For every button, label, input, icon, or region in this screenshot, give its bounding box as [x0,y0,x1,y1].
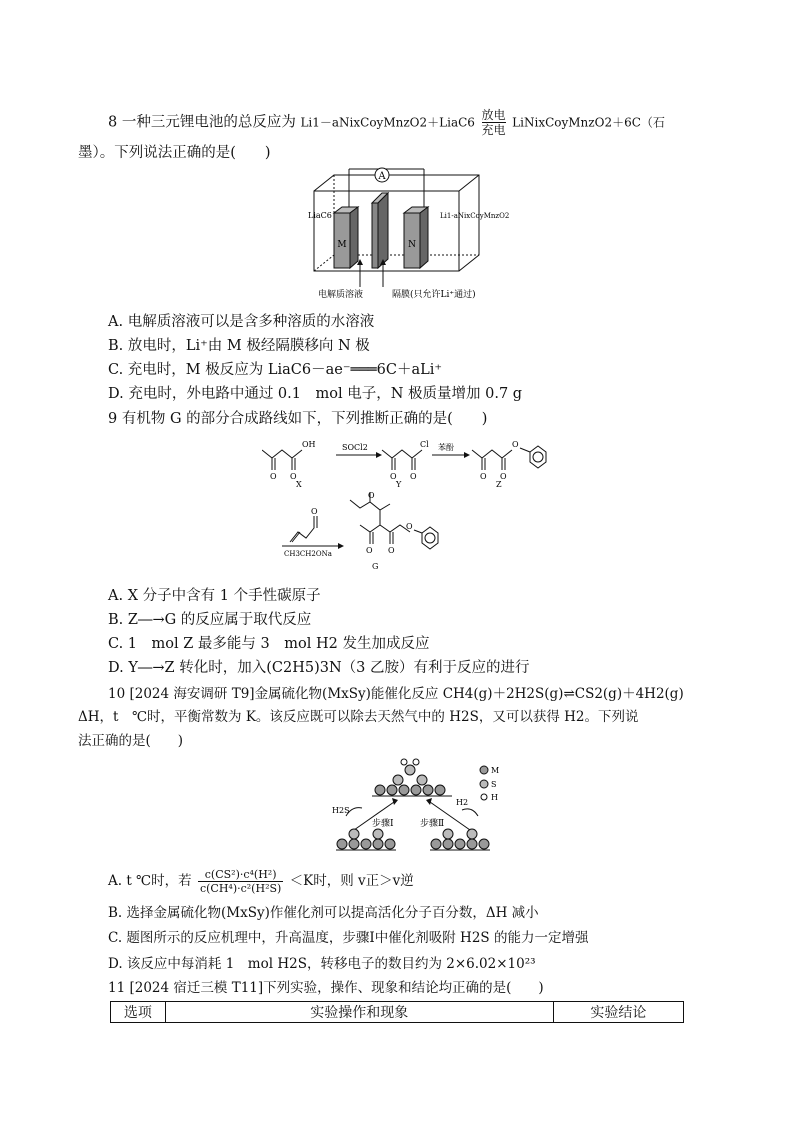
q8-arrow-bottom: 充电 [481,123,506,137]
q10-stem-line1 [108,684,684,704]
q8-reaction-arrow [482,108,506,137]
label-h2s: H2S [332,806,350,815]
table-header-row [111,1002,684,1023]
q10-option-a-prefix: A. t ℃时，若 [108,873,192,889]
q8-option-d: D. 充电时，外电路中通过 0.1 mol 电子，N 极质量增加 0.7 g [108,386,523,402]
q9-text: 有机物 G 的部分合成路线如下，下列推断正确的是( ) [121,411,488,427]
q9-option-d: D. Y―→Z 转化时，加入(C2H5)3N（3 乙胺）有利于反应的进行 [108,660,530,676]
x-o2: O [290,472,297,481]
q10-number: 10 [108,686,126,702]
y-o1: O [390,472,397,481]
g-o2: O [388,546,395,555]
label-g: G [372,562,379,571]
q10-source: [2024 海安调研 T9] [129,686,255,702]
x-oh: OH [302,440,316,449]
q10-stem-line2: ΔH，t ℃时，平衡常数为 K。该反应既可以除去天然气中的 H2S，又可以获得 H2。下列说 [78,709,639,725]
legend-h: H [491,793,498,802]
q8-number: 8 [108,114,118,131]
enone-o: O [311,507,318,516]
q8-stem-line1 [108,108,665,137]
q10-option-a-numerator: c(CS²)·c⁴(H²) [198,868,283,882]
bottom-label-left: 电解质溶液 [318,290,364,300]
label-y: Y [396,480,402,489]
q11-number: 11 [108,980,126,996]
reagent-3: CH3CH2ONa [284,550,332,558]
label-h2: H2 [456,798,469,807]
q9-stem [108,409,487,429]
q9-option-b: B. Z―→G 的反应属于取代反应 [108,612,312,628]
q8-text-a: 一种三元锂电池的总反应为 [121,114,296,131]
z-o1: O [480,472,487,481]
q9-option-c: C. 1 mol Z 最多能与 3 mol H2 发生加成反应 [108,636,430,652]
reagent-2: 苯酚 [438,443,454,452]
q8-option-c: C. 充电时，M 极反应为 LiaC6－ae⁻═══6C＋aLi⁺ [108,362,443,378]
legend-m: M [491,766,500,775]
table-header-option: 选项 [111,1002,166,1023]
q8-option-a: A. 电解质溶液可以是含多种溶质的水溶液 [108,314,375,330]
q8-formula-left: Li1－aNixCoyMnzO2＋LiaC6 [300,115,475,130]
q10-text-a: 金属硫化物(MxSy)能催化反应 CH4(g)＋2H2S(g)⇌CS2(g)＋4H2(g) [254,686,684,702]
bottom-label-right: 隔膜(只允许Li⁺通过) [392,290,476,300]
label-x: X [296,480,302,489]
q11-stem [108,978,544,998]
ammeter-label: A [378,171,386,182]
step-1: 步骤Ⅰ [372,819,394,829]
step-2: 步骤Ⅱ [420,819,445,829]
x-o1: O [270,472,277,481]
legend-s: S [491,780,497,789]
q10-option-a-suffix: ＜K时，则 v正＞v逆 [289,873,414,889]
left-label: LiaC6 [308,211,332,220]
right-label: Li1-aNixCoyMnzO2 [440,212,510,220]
q8-formula-right: LiNixCoyMnzO2＋6C（石 [512,115,665,130]
q11-source: [2024 宿迁三模 T11] [129,980,264,996]
q10-stem-line3: 法正确的是( ) [78,733,184,749]
q10-option-a [108,868,414,895]
table-header-operation: 实验操作和现象 [165,1002,553,1023]
q8-stem-line2: 墨）。下列说法正确的是( ) [78,145,271,161]
q8-arrow-top: 放电 [481,108,506,122]
q9-option-a: A. X 分子中含有 1 个手性碳原子 [108,588,321,604]
y-o2: O [410,472,417,481]
g-o1: O [366,546,373,555]
q10-option-c: C. 题图所示的反应机理中，升高温度，步骤Ⅰ中催化剂吸附 H2S 的能力一定增强 [108,930,589,946]
z-phenyl [530,446,546,468]
reagent-1: SOCl2 [342,443,368,452]
q10-option-a-fraction [198,868,283,895]
table-header-conclusion: 实验结论 [553,1002,683,1023]
g-phenyl [422,527,438,549]
battery-figure [306,163,531,303]
q10-option-a-denominator: c(CH⁴)·c²(H²S) [199,882,282,895]
catalyst-figure [332,758,512,858]
g-o-top: O [368,491,375,500]
q10-option-d: D. 该反应中每消耗 1 mol H2S，转移电子的数目约为 2×6.02×10²³ [108,956,536,972]
label-z: Z [496,480,502,489]
q8-option-b: B. 放电时，Li⁺由 M 极经隔膜移向 N 极 [108,338,370,354]
z-o3: O [512,440,519,449]
electrode-m-label: M [337,240,347,250]
synthesis-scheme [262,430,592,580]
y-cl: Cl [420,440,429,449]
electrode-n-label: N [408,240,416,250]
q11-text: 下列实验，操作、现象和结论均正确的是( ) [263,980,544,996]
q10-option-b: B. 选择金属硫化物(MxSy)作催化剂可以提高活化分子百分数，ΔH 减小 [108,905,539,921]
g-o3: O [406,522,413,531]
q11-table [110,1001,684,1023]
z-o2: O [500,472,507,481]
q9-number: 9 [108,411,118,427]
membrane [372,203,378,268]
